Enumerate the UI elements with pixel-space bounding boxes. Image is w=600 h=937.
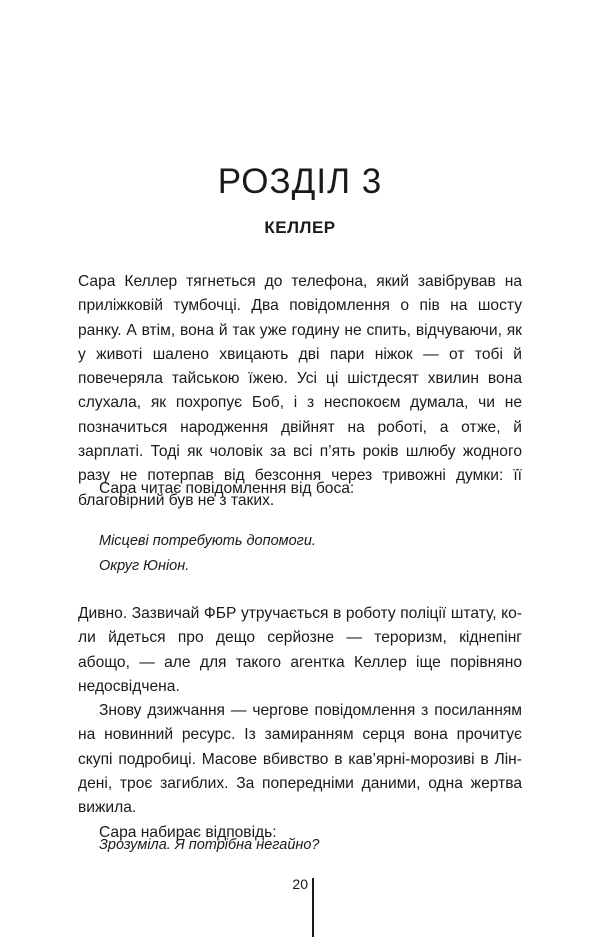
page-number-rule [312,878,314,937]
text-block-middle [78,602,522,845]
paragraph-strange: Дивно. Зазвичай ФБР утручається в роботу поліції штату, коли йдеться про дещо серйозне — тероризм, кіднепінг абощо, — але для такого агентка Келлер іще порівняно недосвідчена. [78,605,522,695]
chapter-title: РОЗДІЛ 3 [217,162,383,201]
page-number: 20 [292,876,308,892]
paragraph-types-reply: Сара набирає відповідь: [99,823,277,841]
paragraph-opening: Сара Келлер тягнеться до телефона, який завібрував на приліжковій тумбочці. Два повідомлення о пів на шосту ранку. А втім, вона й так уже годину не спить, відчуваючи, як у животі шалено хвицають дві пари ніжок — от тобі й повечеряла тайською їжею. Усі ці шістдесят хвилин вона слухала, як похропує Боб, і з неспокоєм думала, чи не позначиться народження двійнят на роботі, а отже, й зарплаті. Тоді як чоловік за всі п’ять років шлюбу жодного разу не потерпав від безсоння через тривожні думки: її благовірний був не з таких. [78,273,522,509]
paragraph-buzzing: Знову дзижчання — чергове повідомлення з посиланням на новинний ресурс. Із замиранням серця вона прочитує скупі подробиці. Масове вбивство в кав’ярні-морозиві в Ліндені, троє загиблих. За попередніми даними, одна жертва вижила. [78,702,522,817]
boss-message-line-2: Округ Юніон. [99,558,190,574]
boss-message-line-1: Місцеві потребують допомоги. [99,533,316,549]
chapter-subtitle: КЕЛЛЕР [264,218,336,237]
reply-message-block [78,833,522,858]
text-block-reads-message [78,477,522,501]
paragraph-reads-message: Сара читає повідомлення від боса: [99,480,355,497]
reply-message-line: Зрозуміла. Я потрібна негайно? [99,837,320,853]
boss-message-block [78,529,522,579]
